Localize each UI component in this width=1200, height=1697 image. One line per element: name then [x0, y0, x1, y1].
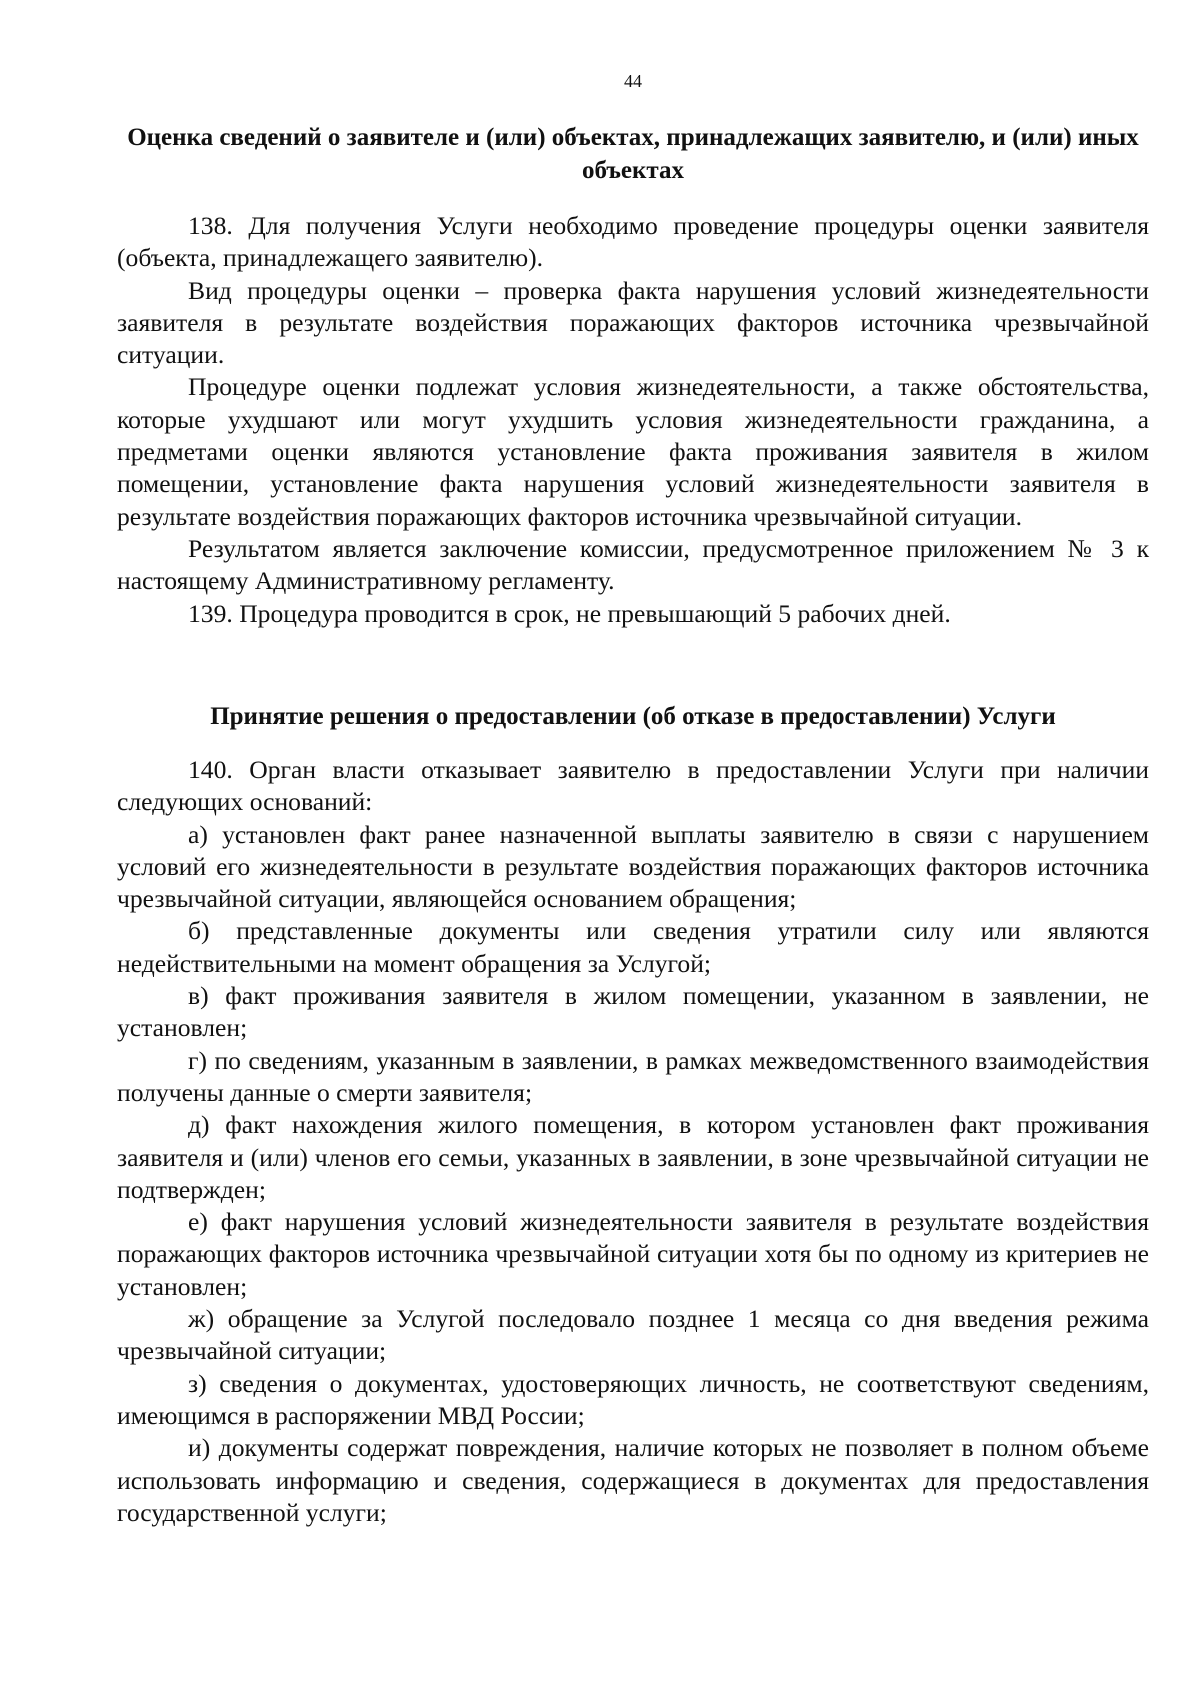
paragraph-procedure-subject: Процедуре оценки подлежат условия жизнедеятельности, а также обстоятельства, которые ухудшают или могут ухудшить условия жизнедеятельности гражданина, а предметами оценки являются установление факта проживания заявителя в жилом помещении, установление факта нарушения условий жизнедеятельности заявителя в результате воздействия поражающих факторов источника чрезвычайной ситуации. — [117, 372, 1149, 531]
section-heading-decision: Принятие решения о предоставлении (об отказе в предоставлении) Услуги — [210, 703, 1056, 730]
list-item-e: е) факт нарушения условий жизнедеятельности заявителя в результате воздействия поражающих факторов источника чрезвычайной ситуации хотя бы по одному из критериев не установлен; — [117, 1207, 1149, 1301]
paragraph-procedure-type: Вид процедуры оценки – проверка факта нарушения условий жизнедеятельности заявителя в результате воздействия поражающих факторов источника чрезвычайной ситуации. — [117, 275, 1149, 370]
paragraph-140: 140. Орган власти отказывает заявителю в предоставлении Услуги при наличии следующих оснований: — [117, 755, 1149, 817]
section-heading-assessment: Оценка сведений о заявителе и (или) объектах, принадлежащих заявителю, и (или) иных объектах — [127, 124, 1139, 184]
paragraph-139: 139. Процедура проводится в срок, не превышающий 5 рабочих дней. — [188, 598, 951, 628]
list-item-b: б) представленные документы или сведения утратили силу или являются недействительными на момент обращения за Услугой; — [117, 916, 1149, 978]
section-body-decision — [117, 754, 1149, 1529]
list-item-g: г) по сведениям, указанным в заявлении, в рамках межведомственного взаимодействия получены данные о смерти заявителя; — [117, 1045, 1149, 1107]
list-item-z: з) сведения о документах, удостоверяющих личность, не соответствуют сведениям, имеющимся в распоряжении МВД России; — [117, 1368, 1149, 1430]
list-item-v: в) факт проживания заявителя в жилом помещении, указанном в заявлении, не установлен; — [117, 981, 1149, 1043]
list-item-i: и) документы содержат повреждения, наличие которых не позволяет в полном объеме использовать информацию и сведения, содержащиеся в документах для предоставления государственной услуги; — [117, 1433, 1149, 1527]
section-body-assessment — [117, 210, 1149, 630]
paragraph-result: Результатом является заключение комиссии, предусмотренное приложением № 3 к настоящему Административному регламенту. — [117, 533, 1149, 596]
list-item-zh: ж) обращение за Услугой последовало позднее 1 месяца со дня введения режима чрезвычайной ситуации; — [117, 1304, 1149, 1366]
paragraph-138: 138. Для получения Услуги необходимо проведение процедуры оценки заявителя (объекта, принадлежащего заявителю). — [117, 211, 1149, 273]
page-number: 44 — [624, 71, 642, 91]
list-item-d: д) факт нахождения жилого помещения, в котором установлен факт проживания заявителя и (или) членов его семьи, указанных в заявлении, в зоне чрезвычайной ситуации не подтвержден; — [117, 1110, 1149, 1204]
list-item-a: а) установлен факт ранее назначенной выплаты заявителю в связи с нарушением условий его жизнедеятельности в результате воздействия поражающих факторов источника чрезвычайной ситуации, являющейся основанием обращения; — [117, 819, 1149, 914]
